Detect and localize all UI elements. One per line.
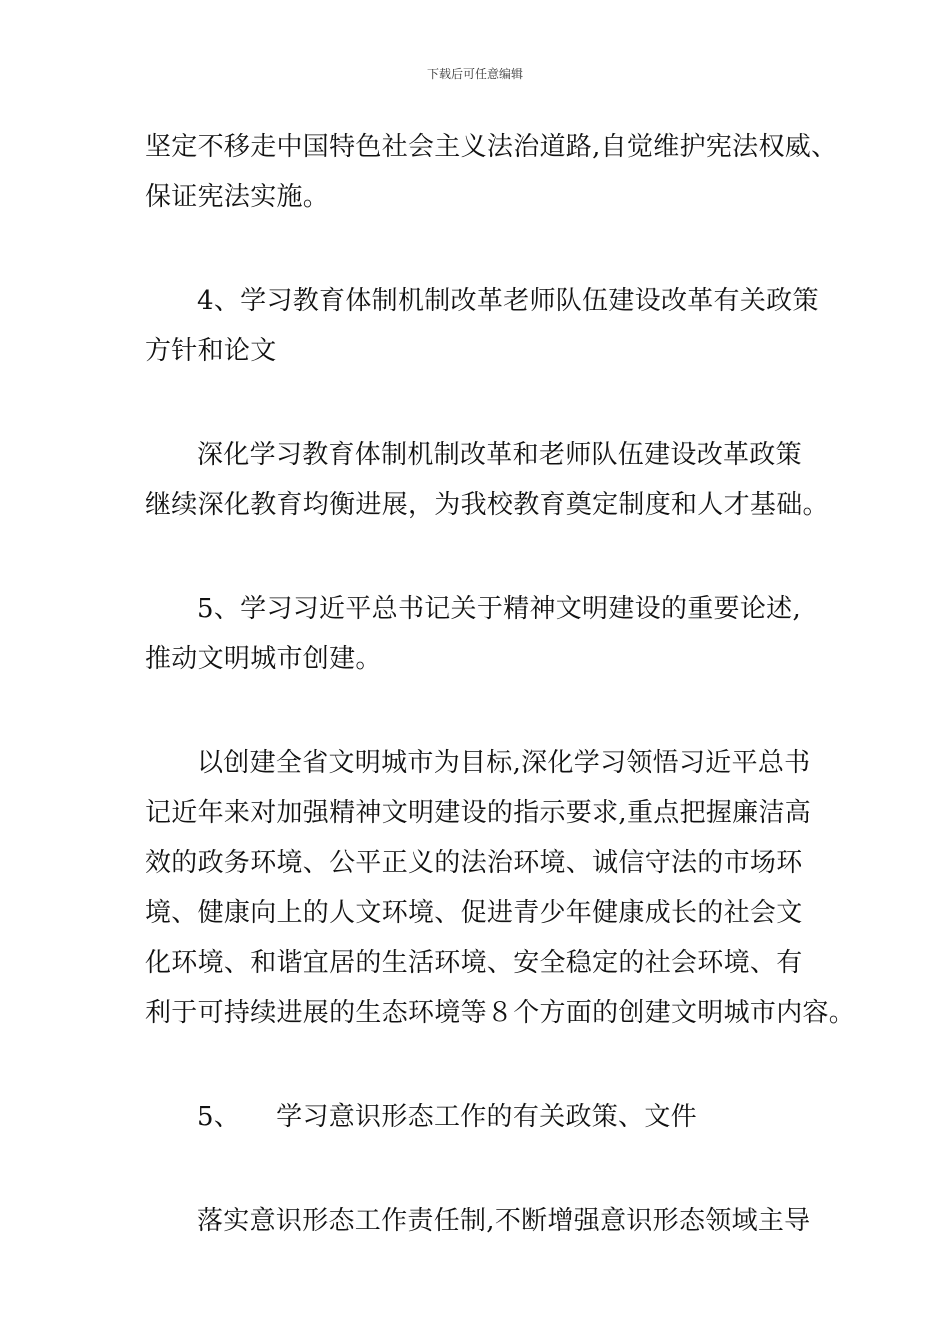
document-body bbox=[145, 122, 856, 1246]
paragraph-civilized-city bbox=[145, 738, 856, 1038]
paragraph-rule-of-law bbox=[145, 122, 838, 222]
text-line: 推动文明城市创建。 bbox=[145, 644, 382, 674]
text-line: 保证宪法实施。 bbox=[145, 182, 330, 212]
text-line: 深化学习教育体制机制改革和老师队伍建设改革政策 bbox=[197, 440, 802, 470]
text-line: 继续深化教育均衡进展，为我校教育奠定制度和人才基础。 bbox=[145, 490, 829, 520]
heading-item-4 bbox=[145, 276, 825, 376]
text-line: 境、健康向上的人文环境、促进青少年健康成长的社会文 bbox=[145, 898, 803, 928]
item-title: 学习意识形态工作的有关政策、文件 bbox=[276, 1102, 697, 1132]
text-line: 记近年来对加强精神文明建设的指示要求,重点把握廉洁高 bbox=[145, 798, 812, 828]
item-number: 5、 bbox=[197, 1102, 241, 1132]
text-line: 4、学习教育体制机制改革老师队伍建设改革有关政策 bbox=[197, 286, 819, 316]
heading-item-5-ideology bbox=[145, 1092, 825, 1142]
text-line: 化环境、和谐宜居的生活环境、安全稳定的社会环境、有 bbox=[145, 948, 803, 978]
text-line: 落实意识形态工作责任制,不断增强意识形态领域主导 bbox=[197, 1206, 811, 1236]
text-line: 效的政务环境、公平正义的法治环境、诚信守法的市场环 bbox=[145, 848, 803, 878]
paragraph-ideology-responsibility bbox=[145, 1196, 825, 1246]
text-line bbox=[145, 1092, 825, 1142]
text-line: 利于可持续进展的生态环境等８个方面的创建文明城市内容。 bbox=[145, 998, 856, 1028]
text-line: 坚定不移走中国特色社会主义法治道路,自觉维护宪法权威、 bbox=[145, 132, 838, 162]
text-line: 以创建全省文明城市为目标,深化学习领悟习近平总书 bbox=[197, 748, 811, 778]
text-line: 5、学习习近平总书记关于精神文明建设的重要论述, bbox=[197, 594, 802, 624]
paragraph-education-reform bbox=[145, 430, 829, 530]
header-note: 下载后可任意编辑 bbox=[426, 67, 523, 81]
text-line: 方针和论文 bbox=[145, 336, 277, 366]
heading-item-5-civilization bbox=[145, 584, 825, 684]
